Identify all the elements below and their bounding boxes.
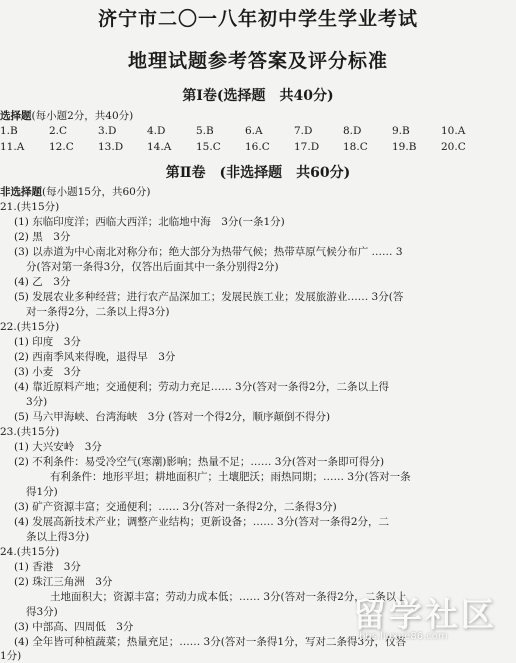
answer-line: (1) 印度 3分: [14, 336, 81, 348]
answer-line: (3) 中部高、四周低 3分: [14, 621, 134, 633]
watermark-url: bbs.liuxue86.com: [359, 631, 448, 642]
answer-line: 得1分): [26, 486, 58, 498]
choice-answer: 1.B: [0, 125, 18, 137]
answer-line: (4) 乙 3分: [14, 276, 71, 288]
answer-line: 条以上得3分): [26, 531, 90, 543]
choice-answer: 20.C: [441, 141, 466, 153]
part2-intro-label: 非选择题: [0, 186, 42, 198]
answer-line: (2) 西南季风来得晚，退得早 3分: [14, 351, 176, 363]
answer-line: 1分): [0, 650, 22, 662]
question-heading: 23.(共15分): [0, 426, 60, 438]
part1-intro-note: (每小题2分，共40分): [31, 110, 134, 122]
part1-heading: 第Ⅰ卷(选择题 共40分): [182, 88, 334, 104]
choice-answer: 15.C: [196, 141, 221, 153]
choice-answer: 7.D: [294, 125, 313, 137]
question-heading: 21.(共15分): [0, 201, 60, 213]
answer-line: (3) 以赤道为中心南北对称分布；绝大部分为热带气候；热带草原气候分布广 …… 3: [14, 246, 403, 258]
answer-line: (2) 珠江三角洲 3分: [14, 576, 113, 588]
choice-answer: 18.C: [343, 141, 368, 153]
answer-line: 有利条件：地形平坦；耕地面积广；土壤肥沃；雨热同期；…… 3分(答对一条: [50, 471, 411, 483]
choice-answer: 10.A: [441, 125, 466, 137]
choice-answer: 3.D: [98, 125, 117, 137]
choice-answer: 17.D: [294, 141, 320, 153]
answer-line: 3分): [26, 396, 48, 408]
part1-intro: [0, 110, 133, 123]
choice-answer: 16.C: [245, 141, 270, 153]
answer-line: (2) 黑 3分: [14, 231, 71, 243]
watermark-logo-text: 留学社区: [353, 595, 497, 634]
choice-answer: 9.B: [392, 125, 410, 137]
question-heading: 24.(共15分): [0, 546, 60, 558]
answer-line: (4) 发展高新技术产业；调整产业结构；更新设备；…… 3分(答对一条得2分，二: [14, 516, 390, 528]
answer-line: 得3分): [26, 606, 58, 618]
answer-line: 土地面积大；资源丰富；劳动力成本低；…… 3分(答对一条得2分，二条以上: [50, 591, 407, 603]
choice-answer: 2.C: [49, 125, 68, 137]
answer-line: (5) 马六甲海峡、台湾海峡 3分 (答对一个得2分，顺序颠倒不得分): [14, 411, 331, 423]
answer-line: (1) 东临印度洋；西临大西洋；北临地中海 3分(一条1分): [14, 216, 285, 228]
choice-answers-row-2: [0, 141, 490, 154]
part2-intro: [0, 186, 150, 199]
site-watermark: [345, 585, 510, 651]
choice-answers-row-1: [0, 125, 490, 138]
answer-key-title: 地理试题参考答案及评分标准: [127, 50, 388, 72]
exam-title: 济宁市二〇一八年初中学生学业考试: [97, 8, 418, 30]
part2-intro-note: (每小题15分，共60分): [42, 186, 151, 198]
choice-answer: 11.A: [0, 141, 25, 153]
answer-line: (1) 大兴安岭 3分: [14, 441, 102, 453]
choice-answer: 8.D: [343, 125, 362, 137]
question-heading: 22.(共15分): [0, 321, 60, 333]
answer-line: (1) 香港 3分: [14, 561, 81, 573]
answer-line: (4) 靠近原料产地；交通便利；劳动力充足…… 3分(答对一条得2分，二条以上得: [14, 381, 390, 393]
answer-line: (2) 不利条件：易受冷空气(寒潮)影响；热量不足；…… 3分(答对一条即可得分): [14, 456, 385, 468]
answer-line: (3) 小麦 3分: [14, 366, 81, 378]
choice-answer: 19.B: [392, 141, 417, 153]
choice-answer: 12.C: [49, 141, 74, 153]
part2-heading: 第Ⅱ卷 (非选择题 共60分): [165, 165, 351, 181]
part1-intro-label: 选择题: [0, 110, 32, 122]
choice-answer: 14.A: [147, 141, 172, 153]
choice-answer: 5.B: [196, 125, 214, 137]
answer-line: 分(答对第一条得3分，仅答出后面其中一条分别得2分): [26, 261, 279, 273]
answer-line: 对一条得2分，二条以上得3分): [26, 306, 170, 318]
choice-answer: 6.A: [245, 125, 263, 137]
choice-answer: 13.D: [98, 141, 124, 153]
answer-line: (4) 全年皆可种植蔬菜；热量充足；…… 3分(答对一条得1分，写对二条得3分，仅答: [14, 636, 407, 648]
answer-line: (5) 发展农业多种经营；进行农产品深加工；发展民族工业；发展旅游业…… 3分(答: [14, 291, 404, 303]
answer-line: (3) 矿产资源丰富；交通便利；…… 3分(答对一条得2分，二条得3分): [14, 501, 337, 513]
choice-answer: 4.D: [147, 125, 166, 137]
